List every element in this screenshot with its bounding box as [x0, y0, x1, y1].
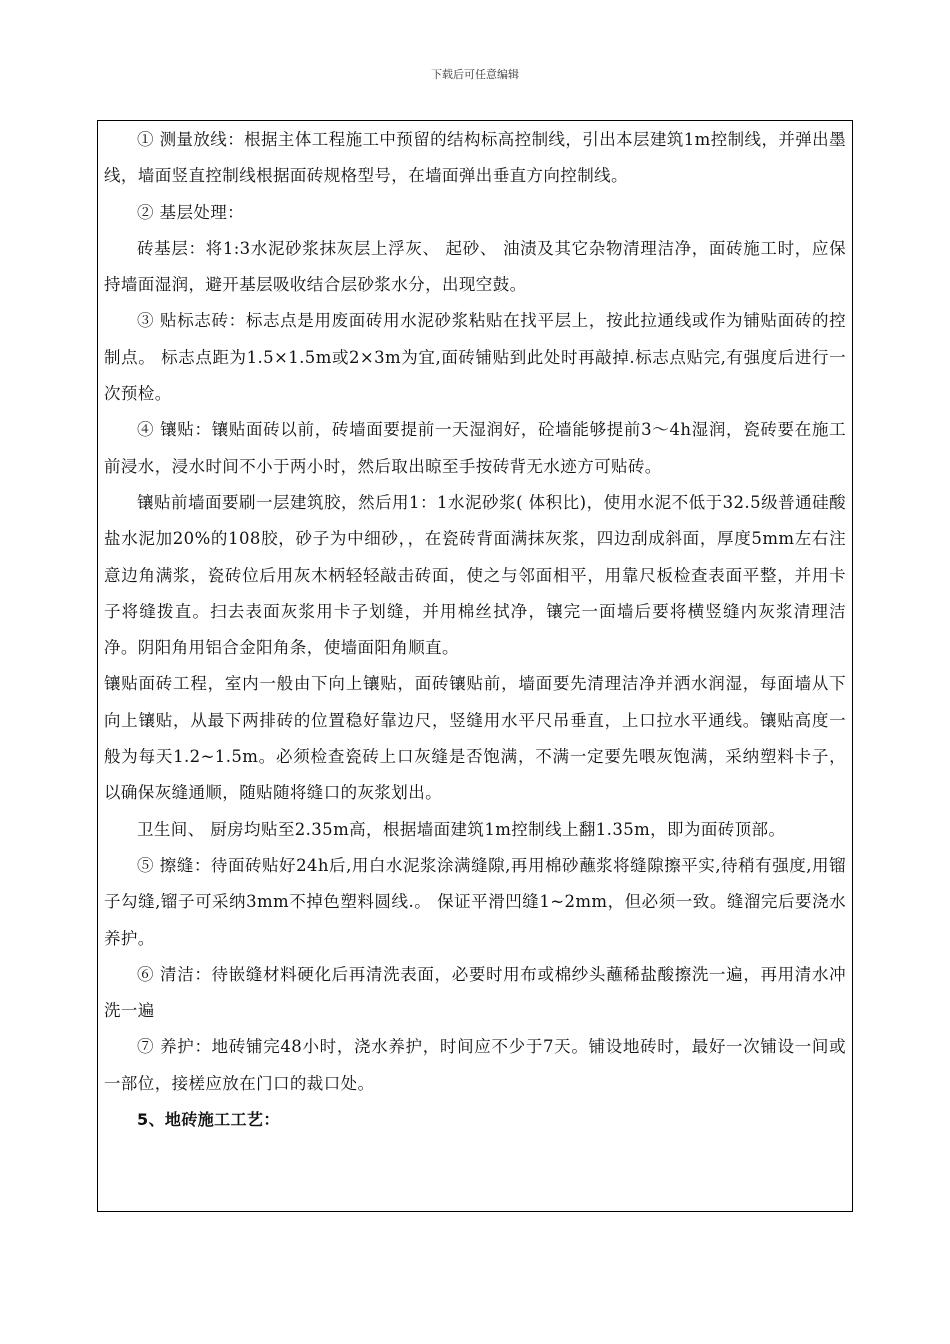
page-header: 下载后可任意编辑 — [431, 68, 519, 81]
paragraph-surveying: ① 测量放线：根据主体工程施工中预留的结构标高控制线，引出本层建筑1m控制线，并弹出墨线，墙面竖直控制线根据面砖规格型号，在墙面弹出垂直方向控制线。 — [104, 130, 846, 186]
paragraph-bathroom: 卫生间、 厨房均贴至2.35m高，根据墙面建筑1m控制线上翻1.35m，即为面砖顶部。 — [137, 819, 786, 839]
paragraph-pre-inlay: 镶贴前墙面要刷一层建筑胶，然后用1：1水泥砂浆( 体积比)，使用水泥不低于32.5级普通硅酸盐水泥加20%的108胶，砂子为中细砂，，在瓷砖背面满抹灰浆，四边刮成斜面，厚度5mm左右注意边角满浆，瓷砖位后用灰木柄轻轻敲击砖面，使之与邻面相平，用靠尺板检查表面平整，并用卡子将缝拨直。扫去表面灰浆用卡子划缝，并用棉丝拭净，镶完一面墙后要将横竖缝内灰浆清理洁净。阴阳角用铝合金阳角条，使墙面阳角顺直。 — [104, 492, 846, 658]
paragraph-marker-tiles: ③ 贴标志砖：标志点是用废面砖用水泥砂浆粘贴在找平层上，按此拉通线或作为铺贴面砖的控制点。 标志点距为1.5×1.5m或2×3m为宜,面砖铺贴到此处时再敲掉.标志点贴完,有强度后进行一次预检。 — [104, 311, 846, 404]
paragraph-base-treatment: ② 基层处理： — [137, 202, 245, 222]
paragraph-inlaying: ④ 镶贴：镶贴面砖以前，砖墙面要提前一天湿润好，砼墙能够提前3～4h湿润，瓷砖要在施工前浸水，浸水时间不小于两小时，然后取出晾至手按砖背无水迹方可贴砖。 — [104, 420, 846, 476]
document-body — [104, 122, 846, 1138]
paragraph-curing: ⑦ 养护：地砖铺完48小时，浇水养护，时间应不少于7天。铺设地砖时，最好一次铺设一间或一部位，接槎应放在门口的裁口处。 — [104, 1037, 846, 1093]
paragraph-cleaning: ⑥ 清洁：待嵌缝材料硬化后再清洗表面，必要时用布或棉纱头蘸稀盐酸擦洗一遍，再用清水冲洗一遍 — [104, 964, 846, 1021]
paragraph-brick-base: 砖基层：将1:3水泥砂浆抹灰层上浮灰、 起砂、 油渍及其它杂物清理洁净，面砖施工时，应保持墙面湿润，避开基层吸收结合层砂浆水分，出现空鼓。 — [104, 238, 846, 295]
paragraph-tile-work: 镶贴面砖工程，室内一般由下向上镶贴，面砖镶贴前，墙面要先清理洁净并洒水润湿，每面墙从下向上镶贴，从最下两排砖的位置稳好靠边尺，竖缝用水平尺吊垂直，上口拉水平通线。镶贴高度一般为每天1.2~1.5m。必须检查瓷砖上口灰缝是否饱满，不满一定要先喂灰饱满，采纳塑料卡子，以确保灰缝通顺，随贴随将缝口的灰浆划出。 — [104, 674, 846, 803]
paragraph-grouting: ⑤ 擦缝：待面砖贴好24h后,用白水泥浆涂满缝隙,再用棉砂蘸浆将缝隙擦平实,待稍有强度,用镏子勾缝,镏子可采纳3mm不掉色塑料圆线.。 保证平滑凹缝1~2mm，但必须一致。缝溜完后要浇水养护。 — [104, 855, 846, 948]
section-heading: 5、地砖施工工艺： — [137, 1110, 280, 1130]
